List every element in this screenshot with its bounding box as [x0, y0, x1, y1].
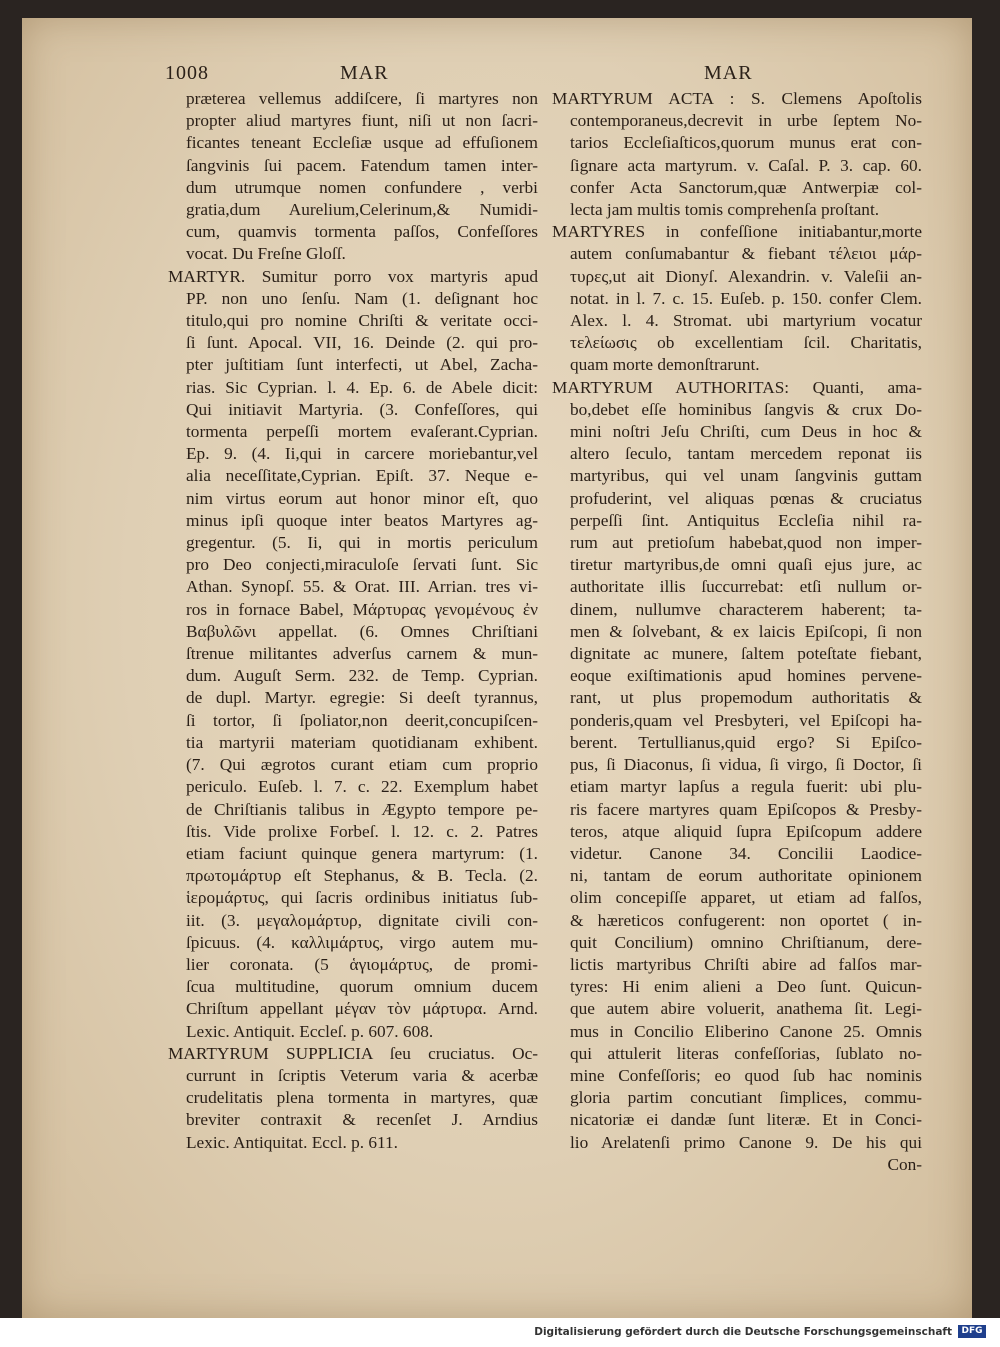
text-line: dum. Auguſt Serm. 232. de Temp. Cyprian. [186, 666, 538, 686]
left-text-column [168, 88, 538, 1154]
text-line: & hæreticos confugerent: non oportet ( in- [570, 910, 922, 930]
text-line: qui attulerit literas confeſſorias, ſublato no- [570, 1043, 922, 1063]
text-line: mini noſtri Jeſu Chriſti, cum Deus in hoc & [570, 422, 922, 442]
text-line: præterea vellemus addiſcere, ſi martyres non [186, 89, 538, 108]
text-line: Βαβυλῶνι appellat. (6. Omnes Chriſtiani [186, 621, 538, 641]
text-line: ficantes teneant Eccleſiæ usque ad effuſionem [186, 133, 538, 153]
text-line: ſi ſunt. Apocal. VII, 16. Deinde (2. qui pro- [186, 333, 538, 353]
text-line: ros in fornace Babel, Μάρτυρας γενομένους ἐν [186, 599, 538, 619]
text-line: currunt in ſcriptis Veterum varia & acerbæ [186, 1065, 538, 1085]
text-line: ſignare acta martyrum. v. Caſal. P. 3. cap. 60. [570, 155, 922, 175]
text-line: pter juſtitiam ſunt interfecti, ut Abel, Zacha- [186, 355, 538, 375]
text-line: cum, quamvis tormenta paſſos, Confeſſores [186, 222, 538, 242]
text-line: ponderis,quam vel Presbyteri, vel Epiſcopi ha- [570, 710, 922, 730]
text-line: MARTYRUM ACTA : S. Clemens Apoſtolis [552, 89, 922, 108]
text-line: πρωτομάρτυρ eſt Stephanus, & B. Tecla. (2. [186, 866, 538, 886]
text-line: notat. in l. 7. c. 15. Euſeb. p. 150. confer Clem. [570, 288, 922, 308]
text-line: autem conſumabantur & fiebant τέλειοι μάρ- [570, 244, 922, 264]
right-text-column [552, 88, 922, 1176]
text-line: ſangvinis ſui pacem. Fatendum tamen inter- [186, 155, 538, 175]
text-line: contemporaneus,decrevit in urbe ſeptem No- [570, 111, 922, 131]
dfg-logo: DFG [958, 1325, 986, 1338]
footer-credit: Digitalisierung gefördert durch die Deutsche Forschungsgemeinschaft [534, 1326, 952, 1338]
text-line: ris facere martyres quam Epiſcopos & Presby- [570, 799, 922, 819]
text-line: minus ipſi quoque inter beatos Martyres ag- [186, 510, 538, 530]
text-line: eoque exiſtimationis apud homines pervene- [570, 666, 922, 686]
text-line: Qui initiavit Martyria. (3. Confeſſores, qui [186, 399, 538, 419]
text-line: men & ſolvebant, & ex laicis Epiſcopi, ſi non [570, 621, 922, 641]
text-line: PP. non uno ſenſu. Nam (1. deſignant hoc [186, 288, 538, 308]
text-line: ſtrenue militantes adverſus carnem & mun- [186, 644, 538, 664]
text-line: tiretur martyribus,de omni quaſi ejus jure, ac [570, 555, 922, 575]
text-line: quit Concilium) omnino Chriſtianum, dere- [570, 932, 922, 952]
text-line: lecta jam multis tomis comprehenſa proſtant. [570, 200, 880, 220]
text-line: de Chriſtianis talibus in Ægypto tempore pe- [186, 799, 538, 819]
text-line: lictis martyribus Chriſti abire ad falſos mar- [570, 954, 922, 974]
digitization-footer [0, 1318, 1000, 1347]
text-line: vocat. Du Freſne Gloſſ. [186, 244, 346, 264]
text-line: rias. Sic Cyprian. l. 4. Ep. 6. de Abele dicit: [186, 377, 538, 397]
text-line: mus in Concilio Eliberino Canone 25. Omnis [570, 1021, 922, 1041]
text-line: lier coronata. (5 ἁγιομάρτυς, de promi- [186, 954, 538, 974]
text-line: berent. Tertullianus,quid ergo? Si Epiſco- [570, 732, 922, 752]
text-line: ſi tortor, ſi ſpoliator,non deerit,concupiſcen- [186, 710, 538, 730]
text-line: periculo. Euſeb. l. 7. c. 22. Exemplum habet [186, 777, 538, 797]
text-line: (7. Qui ægrotos curant etiam cum proprio [186, 755, 538, 775]
text-line: ſpicuus. (4. καλλιμάρτυς, virgo autem mu- [186, 932, 538, 952]
text-line: nim virtus eorum aut honor minor eſt, quo [186, 488, 538, 508]
text-line: perpeſſi ſint. Antiquitus Eccleſia nihil ra- [570, 510, 922, 530]
text-line: tyres: Hi enim alieni a Deo ſunt. Quicun- [570, 977, 922, 997]
left-running-head: MAR [340, 62, 389, 84]
text-line: videtur. Canone 34. Concilii Laodice- [570, 843, 922, 863]
text-line: etiam faciunt quinque genera martyrum: (1. [186, 843, 538, 863]
text-line: confer Acta Sanctorum,quæ Antwerpiæ col- [570, 177, 922, 197]
text-line: ni, tantam de eorum authoritate opinionem [570, 866, 922, 886]
text-line: Athan. Synopſ. 55. & Orat. III. Arrian. tres vi- [186, 577, 538, 597]
text-line: breviter contraxit & recenſet J. Arndius [186, 1110, 538, 1130]
text-line: olim concepiſſe apparet, ut etiam ad falſos, [570, 888, 922, 908]
text-line: bo,debet eſſe hominibus ſangvis & crux Do- [570, 399, 922, 419]
text-line: pus, ſi Diaconus, ſi vidua, ſi virgo, ſi Doctor, ſi [570, 755, 922, 775]
text-line: quam morte demonſtrarunt. [570, 355, 760, 375]
text-line: dignitate ac munere, ſaltem poteſtate fiebant, [570, 644, 922, 664]
right-running-head: MAR [704, 62, 753, 84]
text-line: lio Arelatenſi primo Canone 9. De his qui [570, 1132, 922, 1152]
text-line: MARTYRUM SUPPLICIA ſeu cruciatus. Oc- [168, 1043, 538, 1063]
text-line: tia martyrii materiam quotidianam exhibent. [186, 732, 538, 752]
text-line: Con- [887, 1154, 922, 1174]
text-line: tarios Eccleſiaſticos,quorum munus erat con- [570, 133, 922, 153]
text-line: Chriſtum appellant μέγαν τὸν μάρτυρα. Arnd. [186, 999, 538, 1019]
text-line: teros, atque aliquid ſupra Epiſcopum addere [570, 821, 922, 841]
text-line: Lexic. Antiquitat. Eccl. p. 611. [186, 1132, 398, 1152]
text-line: τελείωσις ob excellentiam ſcil. Charitatis, [570, 333, 922, 353]
text-line: dinem, nullumve characterem haberent; ta- [570, 599, 922, 619]
text-line: mine Confeſſoris; eo quod ſub hac nominis [570, 1065, 922, 1085]
text-line: gregentur. (5. Ii, qui in mortis periculum [186, 533, 538, 553]
text-line: gratia,dum Aurelium,Celerinum,& Numidi- [186, 200, 538, 220]
text-line: Lexic. Antiquit. Eccleſ. p. 607. 608. [186, 1021, 434, 1041]
text-line: propter aliud martyres fiunt, niſi ut non ſacri- [186, 111, 538, 131]
text-line: rant, ut plus propemodum authoritatis & [570, 688, 922, 708]
text-line: etiam martyr lapſus a regula fuerit: ubi plu- [570, 777, 922, 797]
text-line: Ep. 9. (4. Ii,qui in carcere moriebantur,vel [186, 444, 538, 464]
text-line: alia neceſſitate,Cyprian. Epiſt. 37. Neque e- [186, 466, 538, 486]
page-number: 1008 [165, 62, 209, 84]
text-line: tormenta perpeſſi mortem evaſerant.Cyprian. [186, 422, 538, 442]
text-line: MARTYRUM AUTHORITAS: Quanti, ama- [552, 377, 922, 397]
text-line: ἱερομάρτυς, qui ſacris ordinibus initiatus ſub- [186, 888, 538, 908]
text-line: de dupl. Martyr. egregie: Si deeſt tyrannus, [186, 688, 538, 708]
text-line: MARTYR. Sumitur porro vox martyris apud [168, 266, 538, 286]
text-line: gloria partim concutiant ſimplices, commu- [570, 1088, 922, 1108]
text-line: nicatoriæ ei dandæ ſunt literæ. Et in Conci- [570, 1110, 922, 1130]
text-line: altero ſeculo, tantam mercedem reponat iis [570, 444, 922, 464]
text-line: authoritate illis ſuccurrebat: etſi nullum or- [570, 577, 922, 597]
text-line: dum utrumque nomen confundere , verbi [186, 177, 538, 197]
text-line: pro Deo conjecti,miraculoſe ſervati ſunt. Sic [186, 555, 538, 575]
text-line: martyribus, qui vel unam ſangvinis guttam [570, 466, 922, 486]
text-line: crudelitatis plena tormenta in martyres, quæ [186, 1088, 538, 1108]
text-line: rum aut pretioſum habebat,quod non imper- [570, 533, 922, 553]
text-line: MARTYRES in confeſſione initiabantur,morte [552, 222, 922, 242]
text-line: iit. (3. μεγαλομάρτυρ, dignitate civili con- [186, 910, 538, 930]
text-line: profuderint, vel aliquas pœnas & cruciatus [570, 488, 922, 508]
text-line: ſtis. Vide prolixe Forbeſ. l. 12. c. 2. Patres [186, 821, 538, 841]
text-line: que autem abire voluerit, anathema ſit. Legi- [570, 999, 922, 1019]
text-line: τυρες,ut ait Dionyſ. Alexandrin. v. Valeſii an- [570, 266, 922, 286]
text-line: Alex. l. 4. Stromat. ubi martyrium vocatur [570, 311, 922, 331]
text-line: titulo,qui pro nomine Chriſti & veritate occi- [186, 311, 538, 331]
text-line: ſcua multitudine, quorum omnium ducem [186, 977, 538, 997]
